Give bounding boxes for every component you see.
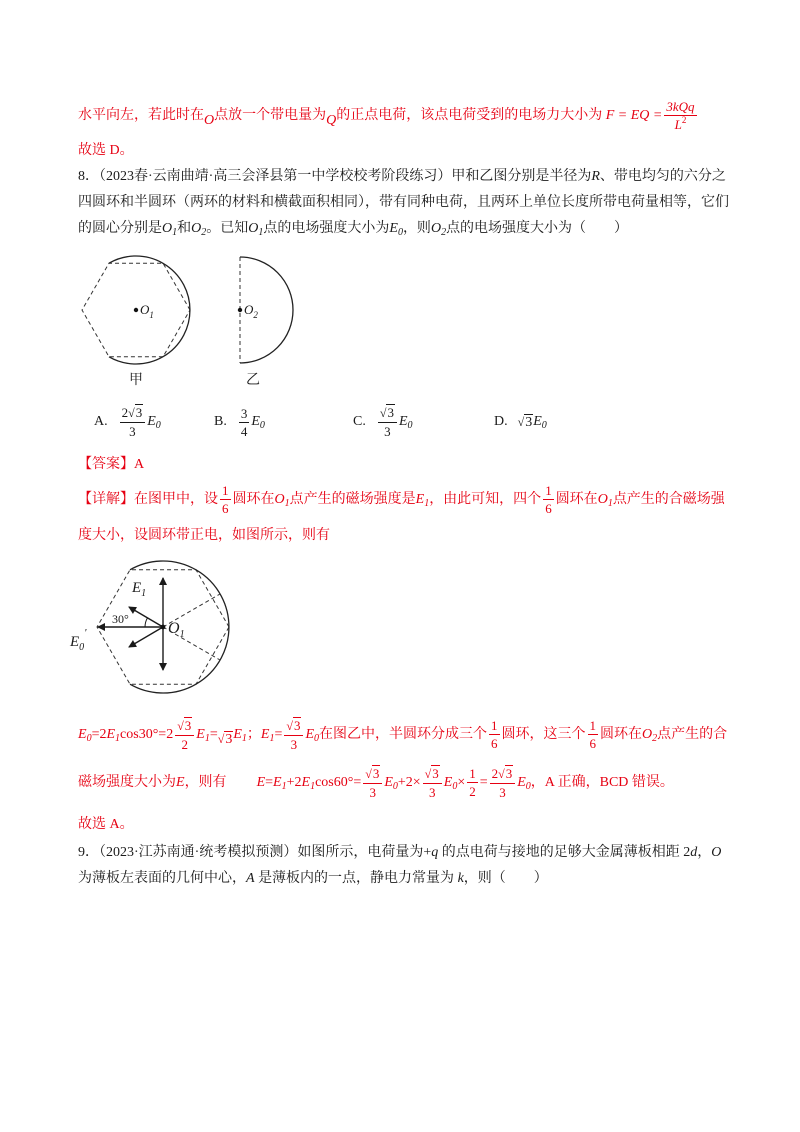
option-letter: D. [494, 414, 508, 429]
prime: ' [84, 627, 87, 639]
sub: 1 [310, 781, 316, 792]
text: ，A 正确，BCD 错误。 [530, 775, 674, 790]
o-letter: O [162, 221, 173, 236]
e-total: E [176, 775, 185, 790]
fraction-one-sixth [588, 718, 599, 751]
fraction-2sqrt3-over-3 [490, 766, 516, 800]
e-letter: E [78, 727, 87, 742]
text: 在图乙中，半圆环分成三个 [319, 727, 488, 742]
sub: 0 [397, 227, 403, 238]
option-letter: A. [94, 414, 108, 429]
fraction-denominator: 4 [240, 423, 248, 439]
e-letter: E [106, 727, 116, 742]
fraction-sqrt3-over-3 [284, 718, 303, 752]
e-letter: E [132, 580, 142, 596]
sub: 0 [79, 642, 85, 653]
e0 [389, 221, 403, 236]
e-letter: E [389, 221, 398, 236]
text: ，则（ ） [463, 871, 548, 886]
fraction-denominator: 3 [378, 422, 397, 439]
sub: 0 [86, 733, 92, 744]
fraction-denominator: 3 [363, 783, 382, 800]
variable-k: k [457, 871, 464, 886]
o1 [162, 221, 177, 236]
question-number: 9． [78, 845, 99, 860]
e0 [517, 775, 531, 790]
answer-label: 【答案】 [78, 457, 134, 472]
text: 如图所示，电荷量为+ [297, 845, 432, 860]
o2 [431, 221, 446, 236]
sub: 2 [652, 733, 658, 744]
e0 [384, 775, 398, 790]
option-d [494, 402, 547, 442]
text: 点产生的磁场强度是 [289, 492, 416, 507]
fraction-one-sixth [543, 483, 554, 516]
e1 [302, 775, 316, 790]
o1 [275, 492, 290, 507]
text: 。已知 [206, 221, 249, 236]
sqrt-sign: √ [286, 718, 293, 733]
detail-paragraph [78, 482, 730, 554]
sqrt-sign: √ [217, 732, 225, 746]
option-fraction [120, 405, 146, 439]
fraction-denominator: 6 [222, 501, 229, 517]
e1 [261, 727, 275, 742]
angle-arc [145, 618, 147, 627]
text: +2× [397, 775, 421, 790]
radicand: 3 [525, 414, 533, 430]
e0 [251, 414, 265, 430]
arrow-e1-upper-left [129, 607, 163, 627]
e0 [533, 414, 547, 430]
text: 圆环在 [600, 727, 643, 742]
sub: 1 [241, 733, 247, 744]
e0 [305, 727, 319, 742]
text: = [479, 775, 488, 790]
sub: 2 [201, 227, 207, 238]
fraction-one-sixth [220, 483, 231, 516]
text: cos60°= [315, 775, 362, 790]
page-content [70, 96, 730, 892]
text: = [265, 775, 274, 790]
sqrt-sign: √ [498, 766, 505, 781]
text: 点放一个带电量为 [214, 108, 327, 123]
sqrt3 [218, 732, 234, 747]
figure-rings-jia-yi [68, 250, 318, 392]
sub: 1 [284, 498, 290, 509]
o-letter: O [168, 620, 180, 637]
e-letter: E [233, 727, 242, 742]
text: ，由此可知，四个 [429, 492, 542, 507]
fraction-one-half [467, 766, 478, 799]
center-dot-o1 [134, 308, 138, 312]
fraction-denominator: 3 [490, 783, 516, 800]
radicand: 3 [432, 765, 439, 781]
sub: 1 [204, 733, 210, 744]
text: ， [697, 845, 712, 860]
sub: 0 [259, 420, 265, 431]
fraction-numerator [363, 766, 382, 783]
center-dot-o1 [161, 625, 166, 630]
e-letter: E [517, 775, 526, 790]
o-letter: O [244, 302, 254, 317]
fraction-one-sixth [489, 718, 500, 751]
o1-label [140, 302, 154, 320]
o-letter: O [191, 221, 202, 236]
fraction-sqrt3-over-3 [423, 766, 442, 800]
fraction-denominator: 3 [423, 783, 442, 800]
e-letter: E [533, 414, 542, 429]
radicand: 3 [293, 717, 301, 733]
angle-label: 30° [112, 612, 129, 626]
e-letter: E [301, 775, 311, 790]
sub: 0 [407, 420, 413, 431]
text: 圆环，这三个 [501, 727, 586, 742]
o1 [248, 221, 263, 236]
fraction-numerator [175, 718, 194, 735]
fraction-numerator: 1 [589, 718, 597, 734]
variable-q: q [431, 845, 439, 860]
sub: 1 [424, 498, 430, 509]
sqrt-sign: √ [517, 414, 525, 429]
fraction-numerator [423, 766, 442, 783]
text: 和 [177, 221, 192, 236]
e-letter: E [398, 414, 408, 429]
den-exponent: 2 [681, 115, 687, 126]
text: 圆环在 [232, 492, 275, 507]
e-letter: E [147, 414, 156, 429]
text: 为薄板左表面的几何中心， [78, 871, 246, 886]
arrow-lower-left [129, 627, 163, 647]
e-letter: E [251, 414, 260, 429]
o-letter: O [642, 727, 653, 742]
text: 合磁场强度大小为 [78, 727, 728, 790]
text: ，则有 [184, 775, 227, 790]
den-base: L [674, 117, 682, 133]
sub: 2 [441, 227, 447, 238]
sub: 0 [525, 781, 531, 792]
fraction-denominator: 6 [491, 736, 498, 752]
text: × [457, 775, 466, 790]
variable-o: O [711, 845, 722, 860]
figure-field-vectors [68, 554, 258, 704]
text: 点产生的合磁场强度大小，设圆环带正电，如图所示，则有 [78, 492, 725, 543]
e1-label [131, 580, 146, 599]
coef: 2 [491, 765, 499, 781]
e1 [233, 727, 247, 742]
option-c [353, 402, 413, 442]
sub: 0 [155, 420, 161, 431]
option-letter: B. [214, 414, 227, 429]
o-letter: O [248, 221, 259, 236]
o2 [191, 221, 206, 236]
e-letter: E [384, 775, 393, 790]
text: 、带电均匀的六分之四圆环和半圆环（两环的材料和横截面积相同），带有同种电荷，且两环上单位长度所带电荷量相等，它们的圆心分别是 [78, 169, 729, 236]
label-jia: 甲 [129, 373, 143, 388]
sub: 1 [607, 498, 613, 509]
e0 [399, 414, 413, 430]
variable-q: Q [326, 113, 337, 128]
sqrt-sign: √ [177, 718, 184, 733]
radicand: 3 [225, 732, 233, 747]
option-letter: C. [353, 414, 366, 429]
text: 是薄板内的一点，静电力常量为 [254, 871, 458, 886]
option-fraction [378, 405, 397, 439]
variable-r: R [591, 169, 600, 184]
previous-solution-line [78, 96, 730, 136]
e1 [196, 727, 210, 742]
text: 圆环在 [555, 492, 598, 507]
e-letter: E [196, 727, 205, 742]
text: +2 [286, 775, 302, 790]
o2-label [244, 302, 258, 320]
fraction-denominator: 6 [589, 736, 597, 752]
text: 点产生的 [657, 727, 714, 742]
formula-lhs: F = EQ = [605, 108, 663, 123]
e-letter: E [415, 492, 425, 507]
o-letter: O [274, 492, 285, 507]
formula-fraction [664, 99, 696, 132]
sqrt-sign: √ [379, 406, 387, 420]
sub: 1 [115, 733, 121, 744]
e1 [416, 492, 430, 507]
fraction-denominator: 6 [545, 501, 552, 517]
sub: 0 [541, 420, 547, 431]
fraction-numerator [120, 405, 146, 422]
text: = [209, 727, 218, 742]
text: 的正点电荷，该点电荷受到的电场力大小为 [336, 108, 603, 123]
o2 [642, 727, 657, 742]
text: ，则 [402, 221, 431, 236]
sub: 1 [141, 588, 147, 599]
e1 [106, 727, 120, 742]
radicand: 3 [387, 405, 394, 420]
sqrt-sign: √ [424, 766, 432, 781]
sub: 0 [392, 781, 398, 792]
e0 [444, 775, 458, 790]
text: cos30°=2 [120, 727, 174, 742]
question-number: 8． [78, 169, 99, 184]
radicand: 3 [372, 765, 380, 781]
equation-paragraph [78, 710, 730, 807]
fraction-denominator: 2 [469, 784, 476, 800]
sub: 1 [149, 310, 154, 320]
option-a [94, 402, 161, 442]
radicand: 3 [505, 765, 513, 781]
sub: 2 [253, 310, 258, 320]
e-total: E [256, 775, 266, 790]
fraction-numerator [378, 405, 397, 422]
text: 点的电场强度大小为 [263, 221, 390, 236]
sub: 0 [314, 733, 320, 744]
text: 甲和乙图分别是半径为 [451, 169, 592, 184]
fraction-sqrt3-over-3 [363, 766, 382, 800]
radicand: 3 [135, 405, 143, 420]
center-dot-o2 [238, 308, 242, 312]
sub: 0 [452, 781, 458, 792]
option-b [214, 402, 265, 442]
sub: 1 [179, 629, 185, 640]
sqrt-sign: √ [365, 766, 372, 781]
text: 水平向左，若此时在 [78, 108, 204, 123]
fraction-numerator: 1 [222, 483, 229, 499]
e1 [273, 775, 287, 790]
text: ； [246, 727, 261, 742]
text: 点的电场强度大小为（ ） [446, 221, 629, 236]
fraction-sqrt3-over-2 [175, 718, 194, 752]
previous-conclusion: 故选 D。 [78, 143, 134, 158]
variable-o: O [204, 113, 215, 128]
question-source: （2023春·云南曲靖·高三会泽县第一中学校校考阶段练习） [99, 169, 452, 184]
fraction-numerator: 1 [491, 718, 498, 734]
e0-prime-label [69, 627, 87, 653]
text: 的点电荷与接地的足够大金属薄板相距 2 [438, 845, 691, 860]
sub: 1 [172, 227, 178, 238]
sqrt-sign: √ [128, 406, 135, 420]
sub: 1 [258, 227, 264, 238]
options-row [78, 402, 730, 442]
label-yi: 乙 [246, 373, 260, 388]
question-9-stem [78, 840, 730, 892]
e0 [147, 414, 161, 430]
variable-a: A [246, 871, 255, 886]
text: = [274, 727, 283, 742]
fraction-denominator: 3 [120, 422, 146, 439]
text: =2 [91, 727, 107, 742]
fraction-denominator: 2 [175, 735, 194, 752]
e-letter: E [70, 634, 80, 650]
detail-label: 【详解】 [78, 492, 134, 507]
o-letter: O [597, 492, 608, 507]
e-letter: E [305, 727, 315, 742]
answer-value: A [134, 457, 145, 472]
variable-d: d [690, 845, 698, 860]
option-fraction [239, 406, 250, 439]
fraction-numerator: 3kQq [666, 99, 695, 115]
fraction-numerator: 1 [469, 766, 476, 782]
fraction-denominator [664, 115, 696, 132]
sub: 1 [269, 733, 275, 744]
detail-conclusion: 故选 A。 [78, 817, 134, 832]
fraction-numerator [284, 718, 303, 735]
o1 [598, 492, 613, 507]
question-8-stem [78, 164, 730, 242]
e0 [78, 727, 92, 742]
fraction-numerator: 1 [545, 483, 552, 499]
e-letter: E [443, 775, 453, 790]
coef: 2 [121, 405, 129, 420]
fraction-denominator: 3 [284, 735, 303, 752]
o-letter: O [430, 221, 442, 236]
fraction-numerator: 3 [240, 405, 248, 421]
e-letter: E [273, 775, 282, 790]
e-letter: E [260, 727, 270, 742]
answer-line [78, 452, 730, 478]
question-source: （2023·江苏南通·统考模拟预测） [99, 845, 298, 860]
radicand: 3 [184, 717, 192, 733]
fraction-numerator [490, 766, 516, 783]
sub: 1 [281, 781, 287, 792]
text: 在图甲中，设 [134, 492, 218, 507]
o1-label [168, 620, 185, 640]
o-letter: O [140, 302, 150, 317]
